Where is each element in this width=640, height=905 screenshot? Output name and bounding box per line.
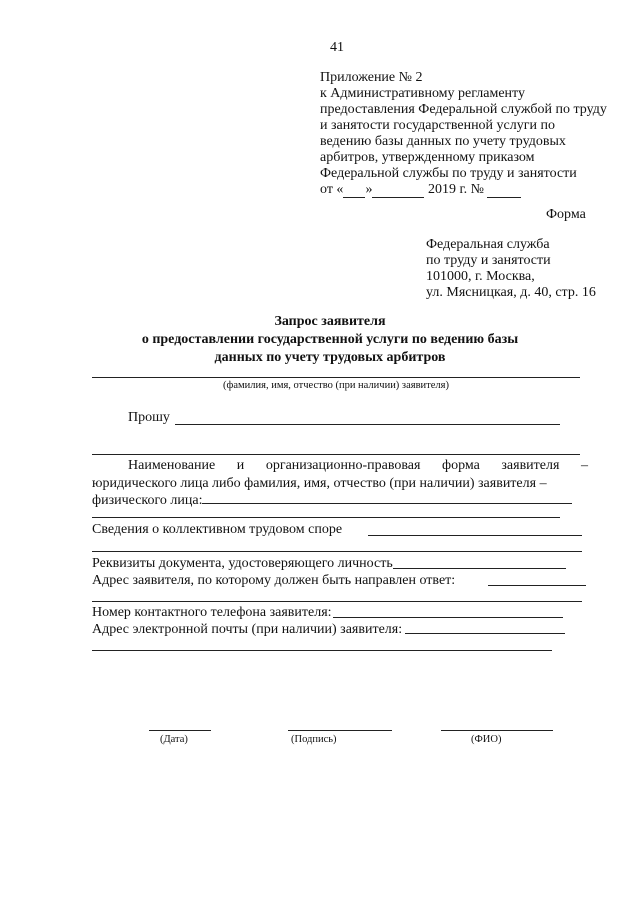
- appendix-line: и занятости государственной услуги по: [320, 118, 555, 133]
- month-blank: [372, 197, 424, 198]
- appendix-line: ведению базы данных по учету трудовых: [320, 134, 566, 149]
- appendix-line: Федеральной службы по труду и занятости: [320, 166, 577, 181]
- address-field[interactable]: [488, 585, 586, 586]
- email-field-continuation[interactable]: [92, 650, 552, 651]
- org-word: форма: [442, 458, 480, 473]
- title-line-1: Запрос заявителя: [274, 314, 386, 329]
- applicant-name-caption: (фамилия, имя, отчество (при наличии) заявителя): [223, 380, 449, 391]
- date-signature-line[interactable]: [149, 730, 211, 731]
- request-field[interactable]: [175, 424, 560, 425]
- addressee-block: [426, 237, 596, 301]
- appendix-line: предоставления Федеральной службой по труду: [320, 102, 607, 117]
- org-name-field-continuation[interactable]: [92, 517, 560, 518]
- date-close-quote: »: [365, 182, 373, 197]
- org-line-2: юридического лица либо фамилия, имя, отчество (при наличии) заявителя –: [92, 476, 547, 491]
- request-label: Прошу: [128, 410, 170, 425]
- addressee-line: ул. Мясницкая, д. 40, стр. 16: [426, 285, 596, 300]
- org-word: –: [580, 458, 588, 473]
- page-number: 41: [330, 40, 344, 55]
- org-word: организационно-правовая: [265, 458, 421, 473]
- phone-label: Номер контактного телефона заявителя:: [92, 605, 332, 620]
- dispute-field[interactable]: [368, 535, 582, 536]
- request-field-continuation[interactable]: [92, 454, 580, 455]
- org-word: заявителя: [501, 458, 560, 473]
- dispute-label: Сведения о коллективном трудовом споре: [92, 522, 343, 537]
- org-word: Наименование: [128, 458, 216, 473]
- title-line-3: данных по учету трудовых арбитров: [214, 350, 446, 365]
- email-label: Адрес электронной почты (при наличии) заявителя:: [92, 622, 403, 637]
- addressee-line: Федеральная служба: [426, 237, 550, 252]
- org-name-field[interactable]: [202, 503, 572, 504]
- org-line-1: [128, 458, 588, 474]
- appendix-block: [320, 70, 607, 198]
- id-document-field[interactable]: [393, 568, 566, 569]
- sign-signature-line[interactable]: [288, 730, 392, 731]
- id-document-label: Реквизиты документа, удостоверяющего личность: [92, 556, 393, 571]
- sign-caption: (Подпись): [291, 734, 337, 745]
- dispute-field-continuation[interactable]: [92, 551, 582, 552]
- date-caption: (Дата): [160, 734, 188, 745]
- date-prefix: от «: [320, 182, 344, 197]
- form-label: Форма: [546, 207, 586, 222]
- name-signature-line[interactable]: [441, 730, 553, 731]
- address-label: Адрес заявителя, по которому должен быть направлен ответ:: [92, 573, 456, 588]
- addressee-line: по труду и занятости: [426, 253, 551, 268]
- date-year: 2019 г. №: [427, 182, 484, 197]
- appendix-line: к Административному регламенту: [320, 86, 525, 101]
- org-line-3-label: физического лица:: [92, 493, 203, 508]
- phone-field[interactable]: [333, 617, 563, 618]
- day-blank: [343, 197, 365, 198]
- applicant-name-field[interactable]: [92, 377, 580, 378]
- appendix-line: арбитров, утвержденному приказом: [320, 150, 535, 165]
- order-number-blank: [487, 197, 521, 198]
- appendix-date-line: [320, 182, 607, 198]
- title-line-2: о предоставлении государственной услуги по ведению базы: [141, 332, 519, 347]
- email-field[interactable]: [405, 633, 565, 634]
- address-field-continuation[interactable]: [92, 601, 582, 602]
- addressee-line: 101000, г. Москва,: [426, 269, 535, 284]
- appendix-line: Приложение № 2: [320, 70, 423, 85]
- org-word: и: [236, 458, 245, 473]
- name-caption: (ФИО): [471, 734, 502, 745]
